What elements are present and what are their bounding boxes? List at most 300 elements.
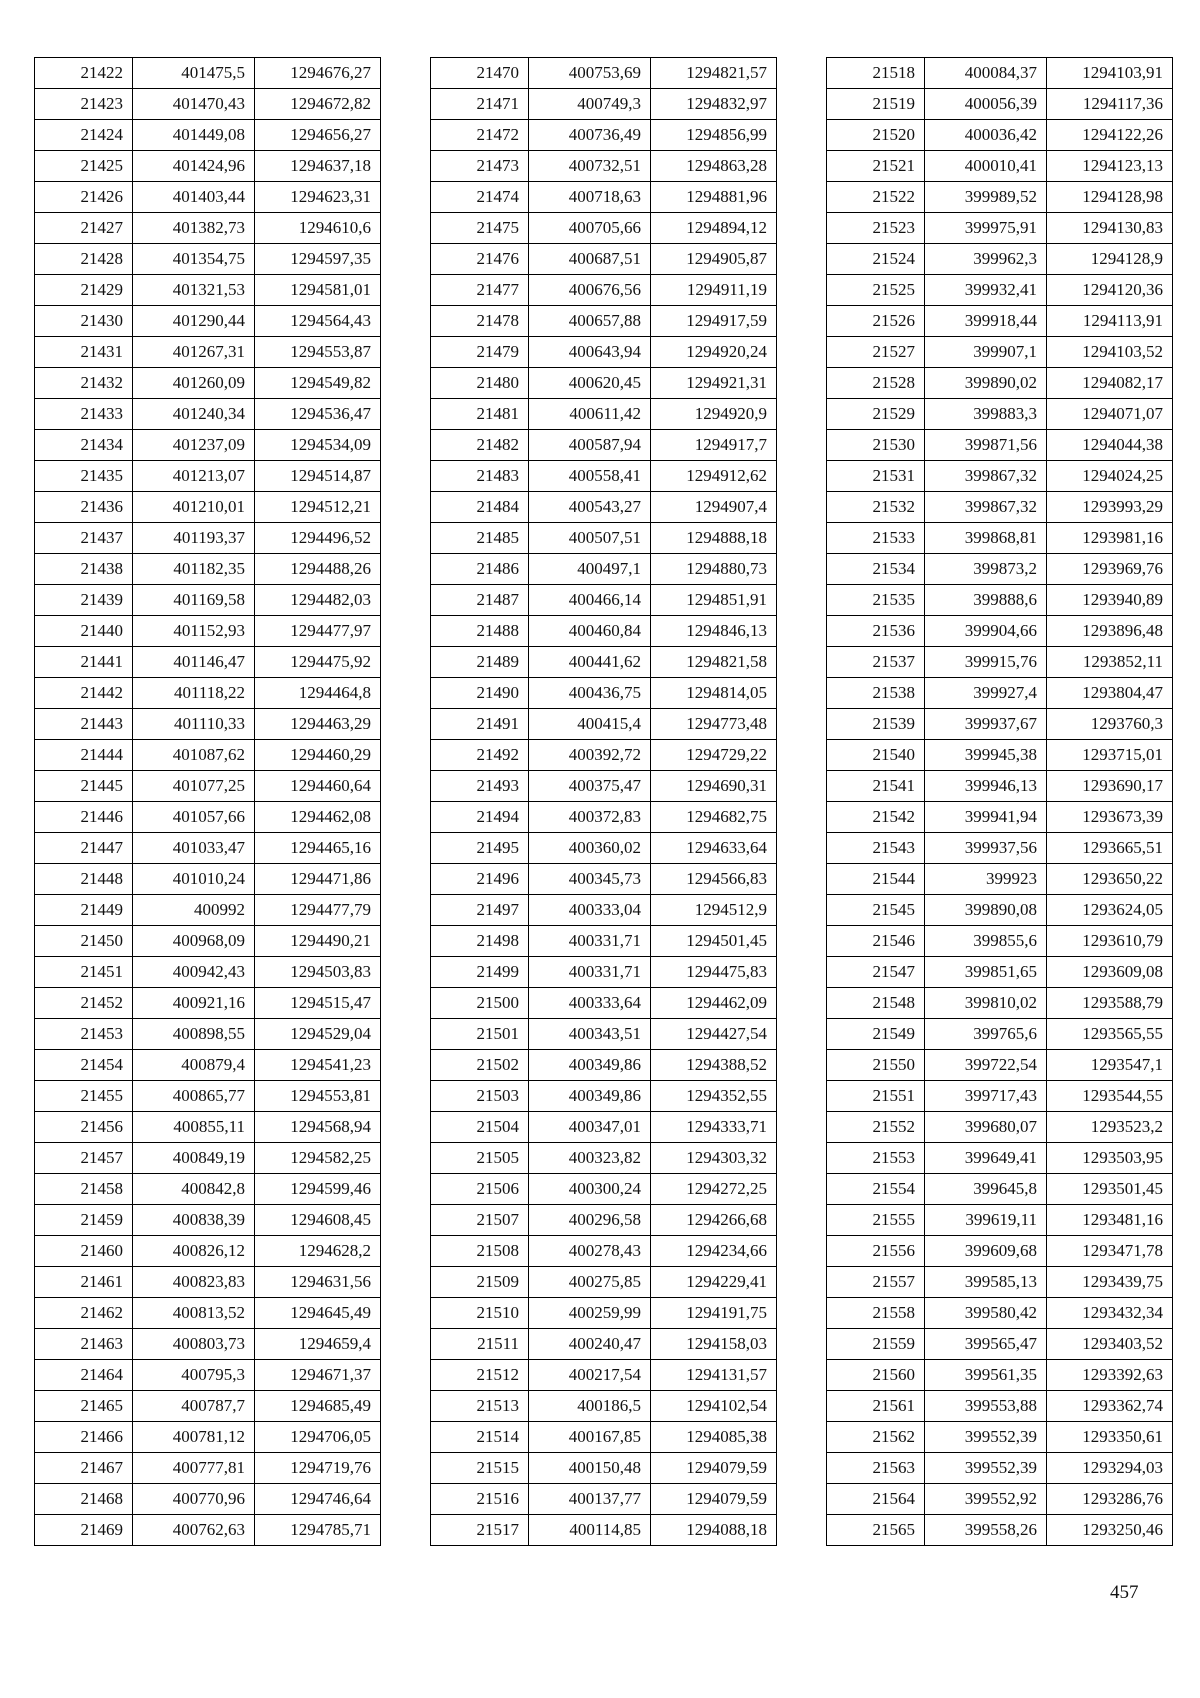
x-coordinate-cell: 400705,66 xyxy=(529,213,651,244)
x-coordinate-cell: 400415,4 xyxy=(529,709,651,740)
y-coordinate-cell: 1294102,54 xyxy=(651,1391,777,1422)
point-number-cell: 21456 xyxy=(35,1112,133,1143)
y-coordinate-cell: 1294462,08 xyxy=(255,802,381,833)
table-row xyxy=(431,957,777,988)
table-row xyxy=(35,1081,381,1112)
x-coordinate-cell: 400275,85 xyxy=(529,1267,651,1298)
x-coordinate-cell: 400849,19 xyxy=(133,1143,255,1174)
x-coordinate-cell: 399962,3 xyxy=(925,244,1047,275)
x-coordinate-cell: 400186,5 xyxy=(529,1391,651,1422)
y-coordinate-cell: 1294773,48 xyxy=(651,709,777,740)
x-coordinate-cell: 401290,44 xyxy=(133,306,255,337)
point-number-cell: 21557 xyxy=(827,1267,925,1298)
point-number-cell: 21428 xyxy=(35,244,133,275)
y-coordinate-cell: 1294477,79 xyxy=(255,895,381,926)
table-row xyxy=(431,926,777,957)
y-coordinate-cell: 1294785,71 xyxy=(255,1515,381,1546)
x-coordinate-cell: 400657,88 xyxy=(529,306,651,337)
point-number-cell: 21559 xyxy=(827,1329,925,1360)
table-row xyxy=(827,275,1173,306)
x-coordinate-cell: 399580,42 xyxy=(925,1298,1047,1329)
y-coordinate-cell: 1294352,55 xyxy=(651,1081,777,1112)
table-row xyxy=(35,1267,381,1298)
x-coordinate-cell: 401193,37 xyxy=(133,523,255,554)
x-coordinate-cell: 399868,81 xyxy=(925,523,1047,554)
y-coordinate-cell: 1293760,3 xyxy=(1047,709,1173,740)
y-coordinate-cell: 1294128,98 xyxy=(1047,182,1173,213)
y-coordinate-cell: 1293993,29 xyxy=(1047,492,1173,523)
y-coordinate-cell: 1294553,81 xyxy=(255,1081,381,1112)
point-number-cell: 21515 xyxy=(431,1453,529,1484)
point-number-cell: 21465 xyxy=(35,1391,133,1422)
table-row xyxy=(35,647,381,678)
point-number-cell: 21442 xyxy=(35,678,133,709)
x-coordinate-cell: 400349,86 xyxy=(529,1050,651,1081)
y-coordinate-cell: 1294706,05 xyxy=(255,1422,381,1453)
point-number-cell: 21503 xyxy=(431,1081,529,1112)
x-coordinate-cell: 399585,13 xyxy=(925,1267,1047,1298)
x-coordinate-cell: 399907,1 xyxy=(925,337,1047,368)
table-row xyxy=(827,337,1173,368)
point-number-cell: 21528 xyxy=(827,368,925,399)
x-coordinate-cell: 400736,49 xyxy=(529,120,651,151)
y-coordinate-cell: 1294685,49 xyxy=(255,1391,381,1422)
table-row xyxy=(35,1515,381,1546)
y-coordinate-cell: 1294912,62 xyxy=(651,461,777,492)
x-coordinate-cell: 399851,65 xyxy=(925,957,1047,988)
x-coordinate-cell: 399871,56 xyxy=(925,430,1047,461)
y-coordinate-cell: 1293544,55 xyxy=(1047,1081,1173,1112)
y-coordinate-cell: 1294633,64 xyxy=(651,833,777,864)
table-row xyxy=(827,833,1173,864)
point-number-cell: 21537 xyxy=(827,647,925,678)
x-coordinate-cell: 399645,8 xyxy=(925,1174,1047,1205)
point-number-cell: 21473 xyxy=(431,151,529,182)
table-row xyxy=(827,678,1173,709)
point-number-cell: 21507 xyxy=(431,1205,529,1236)
x-coordinate-cell: 399722,54 xyxy=(925,1050,1047,1081)
x-coordinate-cell: 400879,4 xyxy=(133,1050,255,1081)
y-coordinate-cell: 1294475,83 xyxy=(651,957,777,988)
point-number-cell: 21430 xyxy=(35,306,133,337)
table-row xyxy=(35,740,381,771)
y-coordinate-cell: 1293588,79 xyxy=(1047,988,1173,1019)
table-row xyxy=(431,678,777,709)
table-row xyxy=(827,988,1173,1019)
table-row xyxy=(35,1391,381,1422)
page-number: 457 xyxy=(1110,1582,1139,1603)
x-coordinate-cell: 401118,22 xyxy=(133,678,255,709)
table-row xyxy=(431,58,777,89)
x-coordinate-cell: 399619,11 xyxy=(925,1205,1047,1236)
x-coordinate-cell: 399810,02 xyxy=(925,988,1047,1019)
point-number-cell: 21448 xyxy=(35,864,133,895)
point-number-cell: 21524 xyxy=(827,244,925,275)
point-number-cell: 21454 xyxy=(35,1050,133,1081)
table-row xyxy=(827,1298,1173,1329)
point-number-cell: 21487 xyxy=(431,585,529,616)
table-row xyxy=(827,120,1173,151)
table-row xyxy=(35,1019,381,1050)
point-number-cell: 21508 xyxy=(431,1236,529,1267)
table-row xyxy=(35,1422,381,1453)
y-coordinate-cell: 1293250,46 xyxy=(1047,1515,1173,1546)
x-coordinate-cell: 400150,48 xyxy=(529,1453,651,1484)
point-number-cell: 21530 xyxy=(827,430,925,461)
point-number-cell: 21464 xyxy=(35,1360,133,1391)
point-number-cell: 21509 xyxy=(431,1267,529,1298)
point-number-cell: 21472 xyxy=(431,120,529,151)
table-row xyxy=(827,1081,1173,1112)
point-number-cell: 21516 xyxy=(431,1484,529,1515)
table-row xyxy=(431,1298,777,1329)
x-coordinate-cell: 400333,04 xyxy=(529,895,651,926)
y-coordinate-cell: 1293403,52 xyxy=(1047,1329,1173,1360)
table-row xyxy=(431,399,777,430)
point-number-cell: 21463 xyxy=(35,1329,133,1360)
table-row xyxy=(827,399,1173,430)
table-row xyxy=(827,1050,1173,1081)
point-number-cell: 21432 xyxy=(35,368,133,399)
x-coordinate-cell: 400441,62 xyxy=(529,647,651,678)
y-coordinate-cell: 1294460,29 xyxy=(255,740,381,771)
point-number-cell: 21550 xyxy=(827,1050,925,1081)
table-row xyxy=(827,1484,1173,1515)
x-coordinate-cell: 400507,51 xyxy=(529,523,651,554)
x-coordinate-cell: 399765,6 xyxy=(925,1019,1047,1050)
table-row xyxy=(35,585,381,616)
y-coordinate-cell: 1294659,4 xyxy=(255,1329,381,1360)
table-row xyxy=(431,1267,777,1298)
x-coordinate-cell: 399888,6 xyxy=(925,585,1047,616)
y-coordinate-cell: 1294512,21 xyxy=(255,492,381,523)
table-row xyxy=(431,492,777,523)
y-coordinate-cell: 1294490,21 xyxy=(255,926,381,957)
x-coordinate-cell: 399941,94 xyxy=(925,802,1047,833)
x-coordinate-cell: 400813,52 xyxy=(133,1298,255,1329)
y-coordinate-cell: 1294333,71 xyxy=(651,1112,777,1143)
point-number-cell: 21540 xyxy=(827,740,925,771)
table-row xyxy=(431,1112,777,1143)
point-number-cell: 21452 xyxy=(35,988,133,1019)
point-number-cell: 21451 xyxy=(35,957,133,988)
x-coordinate-cell: 399558,26 xyxy=(925,1515,1047,1546)
point-number-cell: 21440 xyxy=(35,616,133,647)
x-coordinate-cell: 399932,41 xyxy=(925,275,1047,306)
table-row xyxy=(35,709,381,740)
table-row xyxy=(431,1019,777,1050)
point-number-cell: 21444 xyxy=(35,740,133,771)
y-coordinate-cell: 1294856,99 xyxy=(651,120,777,151)
table-row xyxy=(827,461,1173,492)
y-coordinate-cell: 1294719,76 xyxy=(255,1453,381,1484)
table-row xyxy=(35,89,381,120)
point-number-cell: 21544 xyxy=(827,864,925,895)
point-number-cell: 21513 xyxy=(431,1391,529,1422)
point-number-cell: 21555 xyxy=(827,1205,925,1236)
x-coordinate-cell: 401449,08 xyxy=(133,120,255,151)
point-number-cell: 21556 xyxy=(827,1236,925,1267)
x-coordinate-cell: 399989,52 xyxy=(925,182,1047,213)
table-row xyxy=(431,771,777,802)
point-number-cell: 21493 xyxy=(431,771,529,802)
table-row xyxy=(431,1205,777,1236)
table-row xyxy=(35,833,381,864)
y-coordinate-cell: 1293294,03 xyxy=(1047,1453,1173,1484)
y-coordinate-cell: 1293673,39 xyxy=(1047,802,1173,833)
point-number-cell: 21551 xyxy=(827,1081,925,1112)
y-coordinate-cell: 1294682,75 xyxy=(651,802,777,833)
y-coordinate-cell: 1293471,78 xyxy=(1047,1236,1173,1267)
table-row xyxy=(431,864,777,895)
point-number-cell: 21433 xyxy=(35,399,133,430)
table-row xyxy=(35,430,381,461)
coordinates-table-1 xyxy=(34,57,381,1546)
point-number-cell: 21490 xyxy=(431,678,529,709)
x-coordinate-cell: 399680,07 xyxy=(925,1112,1047,1143)
point-number-cell: 21482 xyxy=(431,430,529,461)
y-coordinate-cell: 1294462,09 xyxy=(651,988,777,1019)
y-coordinate-cell: 1294117,36 xyxy=(1047,89,1173,120)
table-row xyxy=(35,306,381,337)
table-row xyxy=(431,1174,777,1205)
x-coordinate-cell: 401240,34 xyxy=(133,399,255,430)
y-coordinate-cell: 1294920,9 xyxy=(651,399,777,430)
table-row xyxy=(431,833,777,864)
y-coordinate-cell: 1294158,03 xyxy=(651,1329,777,1360)
x-coordinate-cell: 401087,62 xyxy=(133,740,255,771)
y-coordinate-cell: 1294488,26 xyxy=(255,554,381,585)
point-number-cell: 21510 xyxy=(431,1298,529,1329)
y-coordinate-cell: 1294113,91 xyxy=(1047,306,1173,337)
y-coordinate-cell: 1294888,18 xyxy=(651,523,777,554)
table-row xyxy=(431,1422,777,1453)
table-row xyxy=(827,492,1173,523)
y-coordinate-cell: 1294746,64 xyxy=(255,1484,381,1515)
x-coordinate-cell: 401010,24 xyxy=(133,864,255,895)
table-row xyxy=(35,616,381,647)
point-number-cell: 21547 xyxy=(827,957,925,988)
y-coordinate-cell: 1293981,16 xyxy=(1047,523,1173,554)
y-coordinate-cell: 1294477,97 xyxy=(255,616,381,647)
y-coordinate-cell: 1293481,16 xyxy=(1047,1205,1173,1236)
point-number-cell: 21458 xyxy=(35,1174,133,1205)
y-coordinate-cell: 1293523,2 xyxy=(1047,1112,1173,1143)
table-row xyxy=(431,430,777,461)
y-coordinate-cell: 1294122,26 xyxy=(1047,120,1173,151)
point-number-cell: 21504 xyxy=(431,1112,529,1143)
table-row xyxy=(35,523,381,554)
table-row xyxy=(431,151,777,182)
point-number-cell: 21492 xyxy=(431,740,529,771)
y-coordinate-cell: 1294229,41 xyxy=(651,1267,777,1298)
y-coordinate-cell: 1294534,09 xyxy=(255,430,381,461)
x-coordinate-cell: 400323,82 xyxy=(529,1143,651,1174)
point-number-cell: 21468 xyxy=(35,1484,133,1515)
y-coordinate-cell: 1294512,9 xyxy=(651,895,777,926)
table-row xyxy=(431,244,777,275)
table-row xyxy=(35,802,381,833)
table-row xyxy=(35,771,381,802)
point-number-cell: 21488 xyxy=(431,616,529,647)
x-coordinate-cell: 399915,76 xyxy=(925,647,1047,678)
table-row xyxy=(827,1360,1173,1391)
y-coordinate-cell: 1293624,05 xyxy=(1047,895,1173,926)
table-row xyxy=(35,1112,381,1143)
table-row xyxy=(827,554,1173,585)
x-coordinate-cell: 400375,47 xyxy=(529,771,651,802)
y-coordinate-cell: 1294645,49 xyxy=(255,1298,381,1329)
x-coordinate-cell: 401152,93 xyxy=(133,616,255,647)
x-coordinate-cell: 401237,09 xyxy=(133,430,255,461)
point-number-cell: 21461 xyxy=(35,1267,133,1298)
y-coordinate-cell: 1294881,96 xyxy=(651,182,777,213)
point-number-cell: 21460 xyxy=(35,1236,133,1267)
x-coordinate-cell: 400345,73 xyxy=(529,864,651,895)
point-number-cell: 21453 xyxy=(35,1019,133,1050)
y-coordinate-cell: 1294921,31 xyxy=(651,368,777,399)
table-row xyxy=(827,1391,1173,1422)
y-coordinate-cell: 1294597,35 xyxy=(255,244,381,275)
point-number-cell: 21560 xyxy=(827,1360,925,1391)
y-coordinate-cell: 1294553,87 xyxy=(255,337,381,368)
x-coordinate-cell: 401146,47 xyxy=(133,647,255,678)
y-coordinate-cell: 1293547,1 xyxy=(1047,1050,1173,1081)
y-coordinate-cell: 1294024,25 xyxy=(1047,461,1173,492)
y-coordinate-cell: 1294631,56 xyxy=(255,1267,381,1298)
point-number-cell: 21561 xyxy=(827,1391,925,1422)
x-coordinate-cell: 401182,35 xyxy=(133,554,255,585)
point-number-cell: 21562 xyxy=(827,1422,925,1453)
y-coordinate-cell: 1294103,91 xyxy=(1047,58,1173,89)
x-coordinate-cell: 400942,43 xyxy=(133,957,255,988)
table-row xyxy=(827,58,1173,89)
x-coordinate-cell: 400217,54 xyxy=(529,1360,651,1391)
y-coordinate-cell: 1294628,2 xyxy=(255,1236,381,1267)
x-coordinate-cell: 399552,39 xyxy=(925,1453,1047,1484)
y-coordinate-cell: 1294863,28 xyxy=(651,151,777,182)
point-number-cell: 21511 xyxy=(431,1329,529,1360)
y-coordinate-cell: 1294568,94 xyxy=(255,1112,381,1143)
y-coordinate-cell: 1294085,38 xyxy=(651,1422,777,1453)
y-coordinate-cell: 1294832,97 xyxy=(651,89,777,120)
table-row xyxy=(35,1484,381,1515)
point-number-cell: 21484 xyxy=(431,492,529,523)
y-coordinate-cell: 1293665,51 xyxy=(1047,833,1173,864)
y-coordinate-cell: 1294729,22 xyxy=(651,740,777,771)
y-coordinate-cell: 1294907,4 xyxy=(651,492,777,523)
y-coordinate-cell: 1294920,24 xyxy=(651,337,777,368)
table-row xyxy=(827,709,1173,740)
y-coordinate-cell: 1293610,79 xyxy=(1047,926,1173,957)
y-coordinate-cell: 1294079,59 xyxy=(651,1453,777,1484)
y-coordinate-cell: 1293690,17 xyxy=(1047,771,1173,802)
point-number-cell: 21565 xyxy=(827,1515,925,1546)
y-coordinate-cell: 1293969,76 xyxy=(1047,554,1173,585)
x-coordinate-cell: 400611,42 xyxy=(529,399,651,430)
y-coordinate-cell: 1294514,87 xyxy=(255,461,381,492)
point-number-cell: 21532 xyxy=(827,492,925,523)
point-number-cell: 21423 xyxy=(35,89,133,120)
point-number-cell: 21499 xyxy=(431,957,529,988)
x-coordinate-cell: 400587,94 xyxy=(529,430,651,461)
y-coordinate-cell: 1293650,22 xyxy=(1047,864,1173,895)
point-number-cell: 21527 xyxy=(827,337,925,368)
point-number-cell: 21522 xyxy=(827,182,925,213)
table-row xyxy=(431,647,777,678)
y-coordinate-cell: 1294566,83 xyxy=(651,864,777,895)
x-coordinate-cell: 399867,32 xyxy=(925,492,1047,523)
x-coordinate-cell: 399975,91 xyxy=(925,213,1047,244)
table-row xyxy=(827,1143,1173,1174)
table-row xyxy=(827,1174,1173,1205)
x-coordinate-cell: 400842,8 xyxy=(133,1174,255,1205)
table-row xyxy=(35,1236,381,1267)
x-coordinate-cell: 400753,69 xyxy=(529,58,651,89)
y-coordinate-cell: 1294482,03 xyxy=(255,585,381,616)
x-coordinate-cell: 400803,73 xyxy=(133,1329,255,1360)
table-row xyxy=(35,1453,381,1484)
x-coordinate-cell: 400114,85 xyxy=(529,1515,651,1546)
point-number-cell: 21441 xyxy=(35,647,133,678)
y-coordinate-cell: 1294851,91 xyxy=(651,585,777,616)
table-row xyxy=(35,213,381,244)
table-row xyxy=(827,306,1173,337)
y-coordinate-cell: 1294917,59 xyxy=(651,306,777,337)
y-coordinate-cell: 1293392,63 xyxy=(1047,1360,1173,1391)
y-coordinate-cell: 1294071,07 xyxy=(1047,399,1173,430)
point-number-cell: 21443 xyxy=(35,709,133,740)
y-coordinate-cell: 1294656,27 xyxy=(255,120,381,151)
point-number-cell: 21481 xyxy=(431,399,529,430)
x-coordinate-cell: 400300,24 xyxy=(529,1174,651,1205)
x-coordinate-cell: 400865,77 xyxy=(133,1081,255,1112)
table-row xyxy=(431,1515,777,1546)
table-row xyxy=(431,1329,777,1360)
point-number-cell: 21485 xyxy=(431,523,529,554)
point-number-cell: 21469 xyxy=(35,1515,133,1546)
table-row xyxy=(431,616,777,647)
x-coordinate-cell: 401169,58 xyxy=(133,585,255,616)
point-number-cell: 21435 xyxy=(35,461,133,492)
y-coordinate-cell: 1294549,82 xyxy=(255,368,381,399)
x-coordinate-cell: 399553,88 xyxy=(925,1391,1047,1422)
point-number-cell: 21543 xyxy=(827,833,925,864)
x-coordinate-cell: 399945,38 xyxy=(925,740,1047,771)
table-row xyxy=(431,802,777,833)
point-number-cell: 21437 xyxy=(35,523,133,554)
point-number-cell: 21447 xyxy=(35,833,133,864)
table-row xyxy=(827,1329,1173,1360)
y-coordinate-cell: 1294671,37 xyxy=(255,1360,381,1391)
point-number-cell: 21546 xyxy=(827,926,925,957)
point-number-cell: 21519 xyxy=(827,89,925,120)
y-coordinate-cell: 1293896,48 xyxy=(1047,616,1173,647)
table-row xyxy=(35,461,381,492)
point-number-cell: 21500 xyxy=(431,988,529,1019)
point-number-cell: 21450 xyxy=(35,926,133,957)
point-number-cell: 21525 xyxy=(827,275,925,306)
x-coordinate-cell: 400137,77 xyxy=(529,1484,651,1515)
point-number-cell: 21455 xyxy=(35,1081,133,1112)
point-number-cell: 21491 xyxy=(431,709,529,740)
table-row xyxy=(35,337,381,368)
x-coordinate-cell: 401403,44 xyxy=(133,182,255,213)
table-row xyxy=(35,1050,381,1081)
point-number-cell: 21424 xyxy=(35,120,133,151)
point-number-cell: 21514 xyxy=(431,1422,529,1453)
table-row xyxy=(35,244,381,275)
